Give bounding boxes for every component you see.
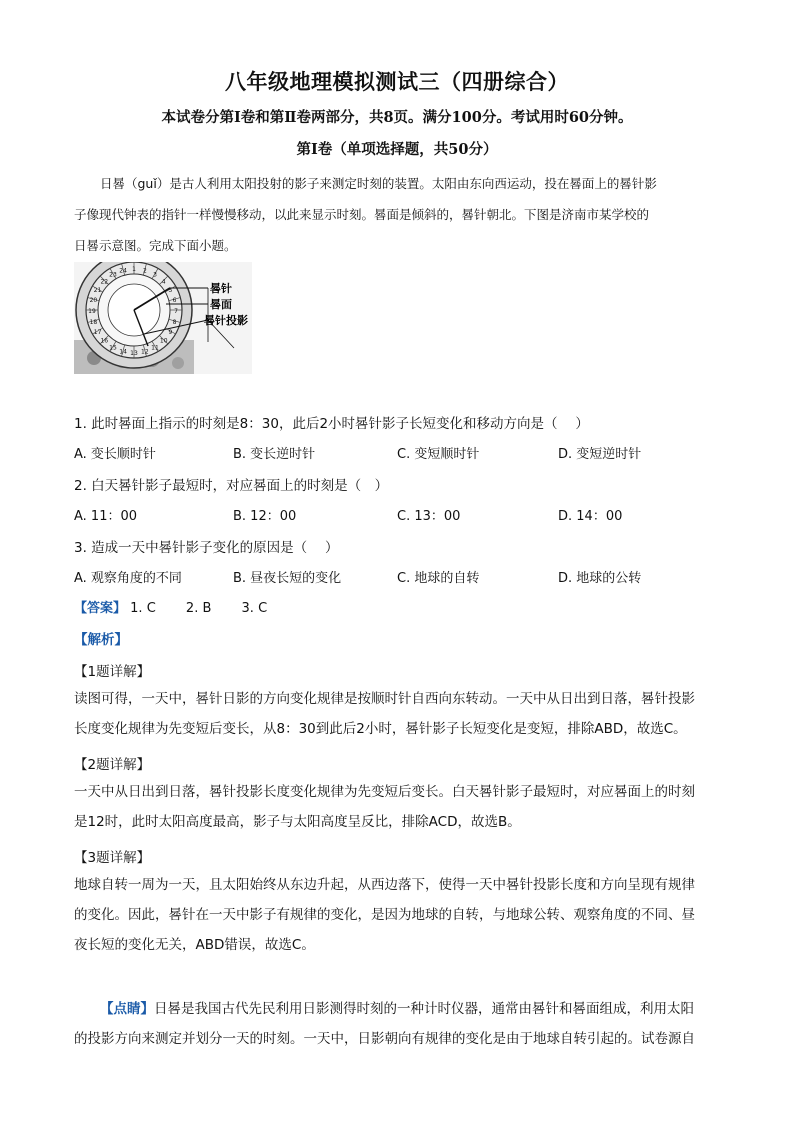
tip-text bbox=[74, 994, 722, 1054]
dial-number: 10 bbox=[159, 337, 168, 345]
answer-item: 1. C bbox=[130, 601, 156, 616]
dial-number: 18 bbox=[89, 318, 98, 326]
detail-line: 地球自转一周为一天，且太阳始终从东边升起，从西边落下，使得一天中晷针投影长度和方向呈现有规律 bbox=[74, 877, 695, 893]
dial-number: 16 bbox=[100, 337, 109, 345]
face-label: 晷面 bbox=[210, 298, 232, 311]
shadow-label: 晷针投影 bbox=[204, 314, 248, 327]
pin-label: 晷针 bbox=[210, 282, 232, 295]
q3-detail-heading: 【3题详解】 bbox=[74, 850, 151, 866]
q3-option-c[interactable]: C. 地球的自转 bbox=[397, 571, 480, 586]
intro-line: 日晷（guǐ）是古人利用太阳投射的影子来测定时刻的装置。太阳由东向西运动，投在晷面上的晷针影 bbox=[100, 176, 657, 191]
q3-detail-text bbox=[74, 870, 722, 960]
dial-number: 13 bbox=[130, 350, 138, 357]
tip-label: 【点睛】 bbox=[100, 1001, 154, 1017]
dial-number: 14 bbox=[119, 348, 127, 356]
dial-number: 11 bbox=[151, 344, 159, 352]
detail-line: 夜长短的变化无关，ABD错误，故选C。 bbox=[74, 937, 315, 953]
q2-option-c[interactable]: C. 13：00 bbox=[397, 509, 461, 524]
dial-number: 20 bbox=[89, 297, 98, 305]
q1-detail-text bbox=[74, 684, 722, 744]
q3-option-d[interactable]: D. 地球的公转 bbox=[558, 571, 642, 586]
dial-number: 4 bbox=[161, 278, 166, 286]
answer-item: 3. C bbox=[241, 601, 268, 616]
tip-line: 的投影方向来测定并划分一天的时刻。一天中，日影朝向有规律的变化是由于地球自转引起的。试卷源自 bbox=[74, 1031, 695, 1047]
dial-number: 8 bbox=[172, 318, 177, 326]
section-heading: 第Ⅰ卷（单项选择题，共50分） bbox=[296, 141, 498, 158]
q1-detail-heading: 【1题详解】 bbox=[74, 664, 151, 680]
dial-number: 17 bbox=[93, 329, 102, 336]
intro-text bbox=[74, 168, 724, 261]
dial-number: 9 bbox=[168, 329, 173, 336]
q1-option-a[interactable]: A. 变长顺时针 bbox=[74, 447, 156, 462]
dial-number: 3 bbox=[153, 271, 157, 279]
tip-line bbox=[74, 994, 722, 1024]
dial-number: 15 bbox=[109, 344, 117, 352]
question-2: 2. 白天晷针影子最短时，对应晷面上的时刻是（ ） bbox=[74, 478, 389, 494]
dial-number: 1 bbox=[132, 266, 136, 273]
dial-number: 23 bbox=[109, 271, 117, 279]
dial-number: 12 bbox=[141, 348, 149, 356]
question-3: 3. 造成一天中晷针影子变化的原因是（ ） bbox=[74, 540, 339, 556]
dial-number: 22 bbox=[100, 278, 109, 286]
detail-line: 长度变化规律为先变短后变长，从8：30到此后2小时，晷针影子长短变化是变短，排除ABD，故选C。 bbox=[74, 721, 687, 737]
intro-line: 子像现代钟表的指针一样慢慢移动，以此来显示时刻。晷面是倾斜的，晷针朝北。下图是济南市某学校的 bbox=[74, 207, 650, 222]
q1-option-c[interactable]: C. 变短顺时针 bbox=[397, 447, 480, 462]
intro-line: 日晷示意图。完成下面小题。 bbox=[74, 238, 237, 253]
q1-option-b[interactable]: B. 变长逆时针 bbox=[233, 447, 316, 462]
dial-number: 2 bbox=[142, 267, 147, 275]
q2-option-d[interactable]: D. 14：00 bbox=[558, 509, 623, 524]
dial-number: 19 bbox=[88, 308, 96, 315]
q2-detail-heading: 【2题详解】 bbox=[74, 757, 151, 773]
question-1: 1. 此时晷面上指示的时刻是8：30，此后2小时晷针影子长短变化和移动方向是（ ） bbox=[74, 416, 589, 432]
sundial-figure bbox=[74, 262, 252, 374]
answer-line bbox=[74, 597, 293, 616]
answer-label: 【答案】 bbox=[74, 601, 127, 616]
page-title: 八年级地理模拟测试三（四册综合） bbox=[225, 69, 569, 94]
dial-number: 24 bbox=[119, 267, 127, 275]
answer-item: 2. B bbox=[185, 601, 212, 616]
exam-subtitle: 本试卷分第Ⅰ卷和第Ⅱ卷两部分，共8页。满分100分。考试用时60分钟。 bbox=[161, 109, 633, 126]
sundial-image bbox=[74, 262, 252, 374]
detail-line: 一天中从日出到日落，晷针投影长度变化规律为先变短后变长。白天晷针影子最短时，对应晷面上的时刻 bbox=[74, 784, 695, 800]
dial-number: 6 bbox=[172, 297, 177, 305]
detail-line: 的变化。因此，晷针在一天中影子有规律的变化，是因为地球的自转，与地球公转、观察角度的不同、昼 bbox=[74, 907, 695, 923]
dial-number: 7 bbox=[174, 308, 178, 315]
q2-option-b[interactable]: B. 12：00 bbox=[233, 509, 297, 524]
tip-line-text: 日晷是我国古代先民利用日影测得时刻的一种计时仪器，通常由晷针和晷面组成，利用太阳 bbox=[154, 1001, 694, 1017]
q3-option-b[interactable]: B. 昼夜长短的变化 bbox=[233, 571, 342, 586]
dial-number: 21 bbox=[93, 287, 102, 294]
q2-option-a[interactable]: A. 11：00 bbox=[74, 509, 138, 524]
dial-number: 5 bbox=[168, 287, 173, 294]
q1-option-d[interactable]: D. 变短逆时针 bbox=[558, 447, 642, 462]
detail-line: 读图可得，一天中，晷针日影的方向变化规律是按顺时针自西向东转动。一天中从日出到日落，晷针投影 bbox=[74, 691, 695, 707]
analysis-label: 【解析】 bbox=[74, 632, 128, 648]
detail-line: 是12时，此时太阳高度最高，影子与太阳高度呈反比，排除ACD，故选B。 bbox=[74, 814, 521, 830]
q3-option-a[interactable]: A. 观察角度的不同 bbox=[74, 571, 182, 586]
q2-detail-text bbox=[74, 777, 722, 837]
